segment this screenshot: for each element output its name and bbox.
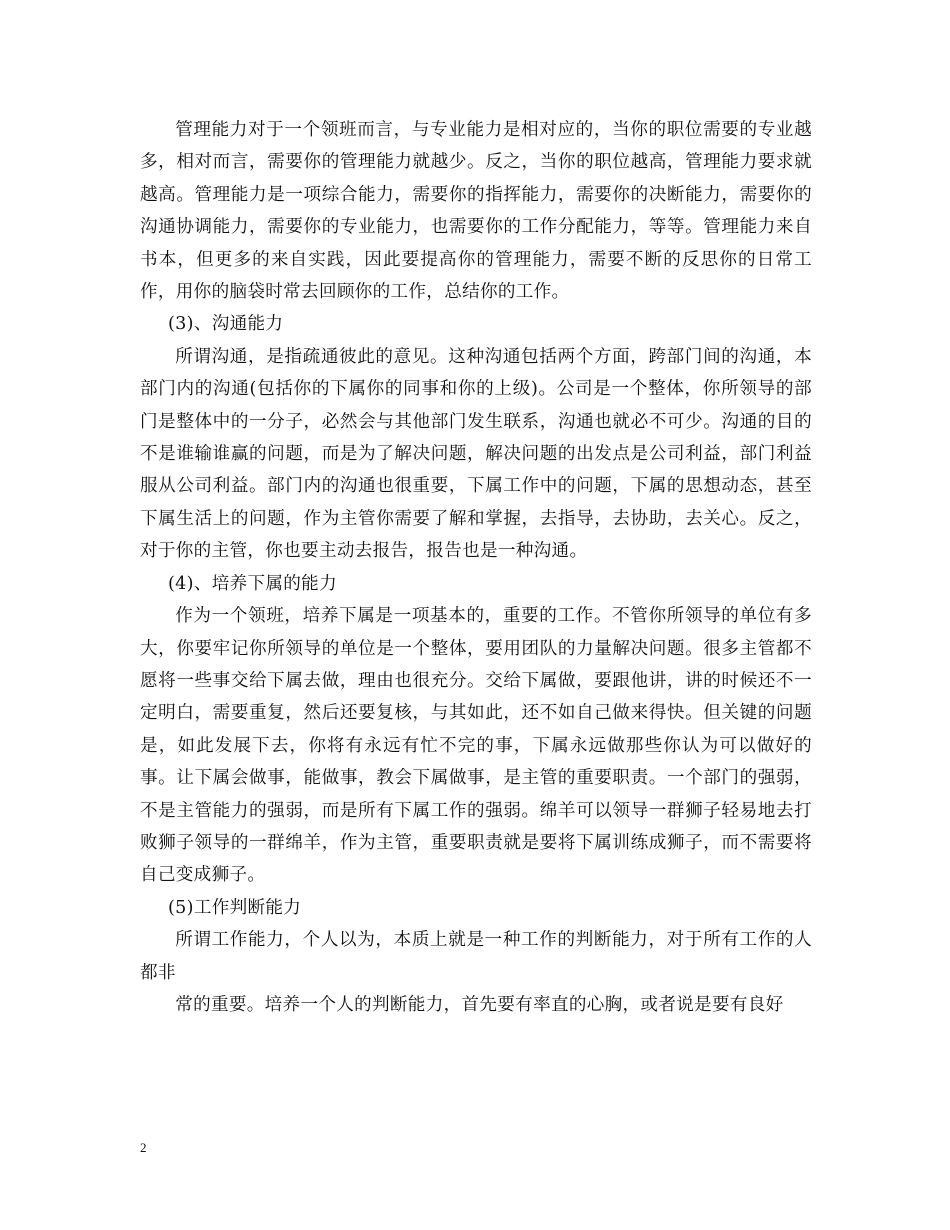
heading-communication-ability: (3)、沟通能力 (168, 314, 284, 335)
paragraph-judgment-continued: 常的重要。培养一个人的判断能力，首先要有率直的心胸，或者说是要有良好 (175, 994, 784, 1015)
heading-training-subordinates: (4)、培养下属的能力 (168, 573, 337, 594)
paragraph-communication: 所谓沟通，是指疏通彼此的意见。这种沟通包括两个方面，跨部门间的沟通，本部门内的沟通(包括你的下属你的同事和你的上级)。公司是一个整体，你所领导的部门是整体中的一分子，必然会与其他部门发生联系，沟通也就必不可少。沟通的目的不是谁输谁赢的问题，而是为了解决问题，解决问题的出发点是公司利益，部门利益服从公司利益。部门内的沟通也很重要，下属工作中的问题，下属的思想动态，甚至下属生活上的问题，作为主管你需要了解和掌握，去指导，去协助，去关心。反之，对于你的主管，你也要主动去报告，报告也是一种沟通。 (140, 346, 812, 562)
paragraph-work-judgment: 所谓工作能力，个人以为，本质上就是一种工作的判断能力，对于所有工作的人都非 (140, 930, 812, 983)
heading-work-judgment: (5)工作判断能力 (168, 897, 302, 918)
page-number: 2 (140, 1140, 147, 1155)
document-body (140, 114, 812, 1021)
paragraph-training-subordinates: 作为一个领班，培养下属是一项基本的，重要的工作。不管你所领导的单位有多大，你要牢记你所领导的单位是一个整体，要用团队的力量解决问题。很多主管都不愿将一些事交给下属去做，理由也很充分。交给下属做，要跟他讲，讲的时候还不一定明白，需要重复，然后还要复核，与其如此，还不如自己做来得快。但关键的问题是，如此发展下去，你将有永远有忙不完的事，下属永远做那些你认为可以做好的事。让下属会做事，能做事，教会下属做事，是主管的重要职责。一个部门的强弱，不是主管能力的强弱，而是所有下属工作的强弱。绵羊可以领导一群狮子轻易地去打败狮子领导的一群绵羊，作为主管，重要职责就是要将下属训练成狮子，而不需要将自己变成狮子。 (140, 606, 812, 886)
paragraph-management-ability: 管理能力对于一个领班而言，与专业能力是相对应的，当你的职位需要的专业越多，相对而言，需要你的管理能力就越少。反之，当你的职位越高，管理能力要求就越高。管理能力是一项综合能力，需要你的指挥能力，需要你的决断能力，需要你的沟通协调能力，需要你的专业能力，也需要你的工作分配能力，等等。管理能力来自书本，但更多的来自实践，因此要提高你的管理能力，需要不断的反思你的日常工作，用你的脑袋时常去回顾你的工作，总结你的工作。 (140, 120, 812, 303)
